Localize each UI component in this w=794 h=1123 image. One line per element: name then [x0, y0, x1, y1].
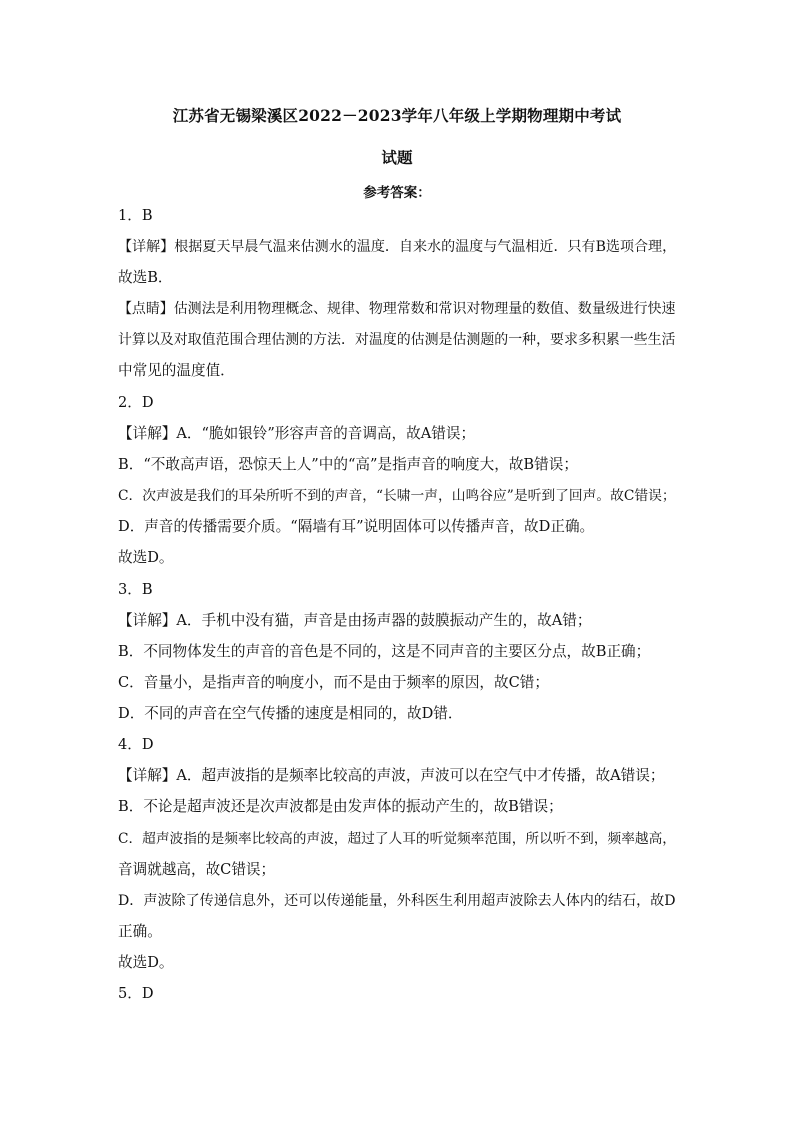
explanation-line: 音调就越高，故C错误；: [118, 861, 276, 878]
document-title-line-2: 试题: [381, 148, 413, 167]
explanation-line: 【详解】A．超声波指的是频率比较高的声波，声波可以在空气中才传播，故A错误；: [118, 767, 665, 784]
conclusion-line: 故选D。: [118, 549, 174, 566]
explanation-line: D．声音的传播需要介质。“隔墙有耳”说明固体可以传播声音，故D正确。: [118, 518, 595, 535]
comment-line: 中常见的温度值．: [118, 362, 235, 379]
explanation-line: 【详解】根据夏天早晨气温来估测水的温度．自来水的温度与气温相近．只有B选项合理，: [118, 239, 677, 255]
answer-number-2: 2．D: [118, 394, 154, 411]
conclusion-line: 故选D。: [118, 954, 174, 971]
explanation-line: D．不同的声音在空气传播的速度是相同的，故D错．: [118, 705, 463, 722]
explanation-line: 正确。: [118, 923, 162, 940]
explanation-line: 【详解】A．“脆如银铃”形容声音的音调高，故A错误；: [118, 425, 476, 442]
answer-number-3: 3．B: [118, 581, 153, 598]
comment-line: 【点睛】估测法是利用物理概念、规律、物理常数和常识对物理量的数值、数量级进行快速: [118, 301, 676, 317]
explanation-line: D．声波除了传递信息外，还可以传递能量，外科医生利用超声波除去人体内的结石，故D: [118, 893, 676, 909]
comment-line: 计算以及对取值范围合理估测的方法．对温度的估测是估测题的一种，要求多积累一些生活: [118, 332, 676, 348]
explanation-line: 故选B．: [118, 269, 173, 286]
explanation-line: C．超声波指的是频率比较高的声波，超过了人耳的听觉频率范围，所以听不到，频率越高，: [118, 831, 676, 847]
explanation-line: B．不同物体发生的声音的音色是不同的，这是不同声音的主要区分点，故B正确；: [118, 643, 651, 660]
answer-key-heading: 参考答案：: [363, 185, 431, 201]
explanation-line: C．音量小，是指声音的响度小，而不是由于频率的原因，故C错；: [118, 674, 549, 691]
explanation-line: C．次声波是我们的耳朵所听不到的声音，“长啸一声，山鸣谷应”是听到了回声。故C错误；: [118, 488, 676, 504]
answer-number-4: 4．D: [118, 736, 154, 753]
explanation-line: B．“不敢高声语，恐惊天上人”中的“高”是指声音的响度大，故B错误；: [118, 456, 578, 473]
explanation-line: B．不论是超声波还是次声波都是由发声体的振动产生的，故B错误；: [118, 798, 563, 815]
explanation-line: 【详解】A．手机中没有猫，声音是由扬声器的鼓膜振动产生的，故A错；: [118, 612, 592, 629]
document-title-line-1: 江苏省无锡梁溪区2022－2023学年八年级上学期物理期中考试: [172, 106, 622, 125]
answer-number-5: 5．D: [118, 985, 154, 1002]
answer-number-1: 1．B: [118, 207, 153, 224]
